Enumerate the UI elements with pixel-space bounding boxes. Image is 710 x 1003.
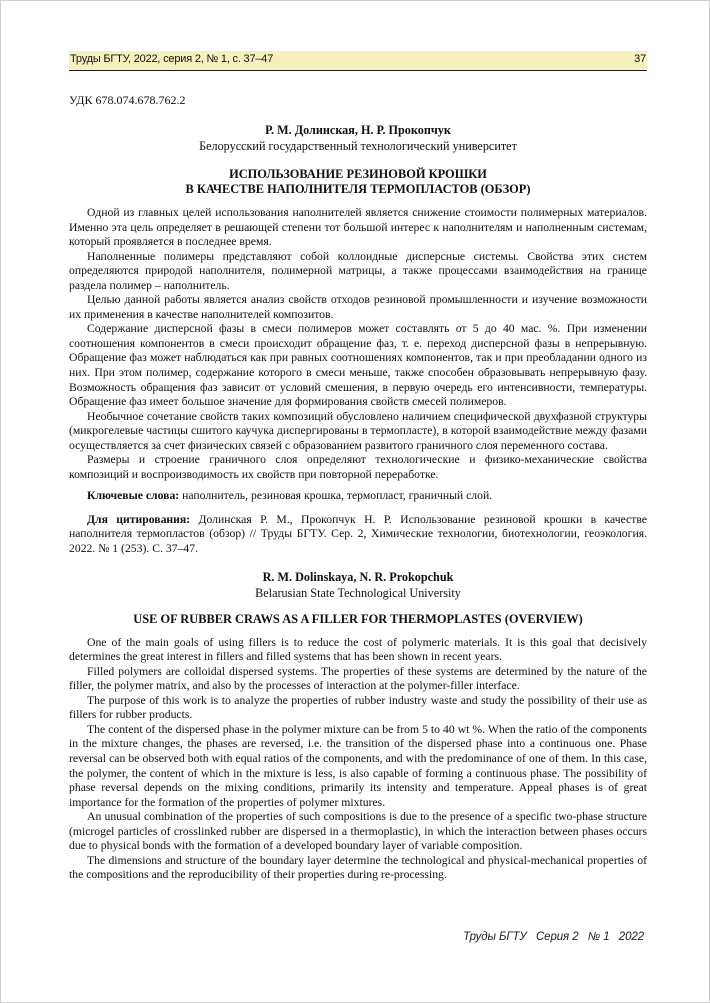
page-footer: Труды БГТУ Серия 2 № 1 2022 <box>463 931 644 943</box>
ru-abstract <box>69 206 647 557</box>
en-abstract-paragraph: The dimensions and structure of the boundary layer determine the technological and physical-mechanical properties of the compositions and the reproducibility of their properties during re-processing. <box>69 853 647 882</box>
en-affiliation: Belarusian State Technological University <box>255 585 461 600</box>
ru-abstract-paragraph: Необычное сочетание свойств таких композиций обусловлено наличием специфической двухфазной структуры (микрогелевые частицы сшитого каучука диспергированы в термопласте), в которой взаимодействие между фазами осуществляется за счет физических связей с образованием развитого граничного слоя переменного состава. <box>69 409 647 452</box>
en-abstract-paragraph: The purpose of this work is to analyze the properties of rubber industry waste and study the possibility of their use as fillers for rubber products. <box>69 693 647 722</box>
ru-abstract-paragraph: Наполненные полимеры представляют собой коллоидные дисперсные системы. Свойства этих систем определяются природой наполнителя, полимерной матрицы, а также процессами взаимодействия на границе раздела полимер – наполнитель. <box>69 249 647 292</box>
page-number: 37 <box>634 53 646 65</box>
en-abstract-paragraph: The content of the dispersed phase in the polymer mixture can be from 5 to 40 wt %. When the ratio of the components in the mixture changes, the phases are reversed, i.e. the transition of the dispersed phase into a continuous one. Phase reversal can be observed both with equal ratios of the components, and with the predominance of one of them. In this case, the polymer, the content of which in the mixture is less, is also capable of forming a continuous phase. The possibility of phase reversal depends on the mixing conditions, primarily its intensity and temperature. Appeal phases is of great importance for the formation of the properties of polymer mixtures. <box>69 722 647 809</box>
journal-info: Труды БГТУ, 2022, серия 2, № 1, с. 37–47 <box>70 53 274 65</box>
ru-abstract-paragraph: Целью данной работы является анализ свойств отходов резиновой промышленности и изучение возможности их применения в качестве наполнителей композитов. <box>69 293 647 321</box>
ru-title-line-2: В КАЧЕСТВЕ НАПОЛНИТЕЛЯ ТЕРМОПЛАСТОВ (ОБЗОР) <box>185 182 531 196</box>
en-article-title: USE OF RUBBER CRAWS AS A FILLER FOR THERMOPLASTES (OVERVIEW) <box>133 611 583 626</box>
en-abstract-paragraph: Filled polymers are colloidal dispersed systems. The properties of these systems are determined by the nature of the filler, the polymer matrix, and also by the processes of interaction at the polymer-filler interface. <box>69 664 647 693</box>
en-abstract-paragraph: An unusual combination of the properties of such compositions is due to the presence of a specific two-phase structure (microgel particles of crosslinked rubber are dispersed in a thermoplastic), in which the interaction between phases occurs due to physical bonds with the formation of a developed boundary layer of variable composition. <box>69 810 647 853</box>
ru-article-title <box>69 167 647 197</box>
en-abstract <box>69 636 647 883</box>
keywords-label: Ключевые слова: <box>87 489 180 503</box>
ru-abstract-paragraph: Содержание дисперсной фазы в смеси полимеров может составлять от 5 до 40 мас. %. При изменении соотношения компонентов в смеси происходит обращение фаз, т. е. переход дисперсной фазы в непрерывную. Обращение фаз может наблюдаться как при равных соотношениях компонентов, так и при преобладании одного из них. При этом полимер, содержание которого в смеси меньше, также способен образовывать непрерывную фазу. Возможность обращения фаз зависит от условий смешения, в первую очередь его интенсивности, температуры. Обращение фаз имеет большое значение для формирования свойств смесей полимеров. <box>69 322 647 409</box>
ru-title-line-1: ИСПОЛЬЗОВАНИЕ РЕЗИНОВОЙ КРОШКИ <box>229 167 487 181</box>
running-head <box>69 51 647 71</box>
citation-text: Долинская Р. М., Прокопчук Н. Р. Использование резиновой крошки в качестве наполнителя термопластов (обзор) // Труды БГТУ. Сер. 2, Химические технологии, биотехнологии, геоэкология. 2022. № 1 (253). С. 37–47. <box>69 512 647 556</box>
ru-abstract-paragraph: Одной из главных целей использования наполнителей является снижение стоимости полимерных материалов. Именно эта цель определяет в решающей степени тот большой интерес к наполнителям и наполненным системам, который проявляется в последнее время. <box>69 206 647 249</box>
ru-affiliation: Белорусский государственный технологический университет <box>199 139 517 153</box>
page-content <box>69 51 647 883</box>
ru-citation <box>69 513 647 557</box>
ru-abstract-paragraph: Размеры и строение граничного слоя определяют технологические и физико-механические свойства композиций и воспроизводимость их свойств при повторной переработке. <box>69 453 647 481</box>
ru-keywords <box>69 489 647 504</box>
keywords-text: наполнитель, резиновая крошка, термопласт, граничный слой. <box>179 489 493 503</box>
ru-authors: Р. М. Долинская, Н. Р. Прокопчук <box>265 123 451 137</box>
udc-number: УДК 678.074.678.762.2 <box>69 93 186 107</box>
citation-label: Для цитирования: <box>87 512 191 526</box>
en-authors: R. M. Dolinskaya, N. R. Prokopchuk <box>262 569 454 584</box>
en-abstract-paragraph: One of the main goals of using fillers is to reduce the cost of polymeric materials. It is this goal that decisively determines the great interest in fillers and filled systems that has been shown in recent years. <box>69 635 647 664</box>
